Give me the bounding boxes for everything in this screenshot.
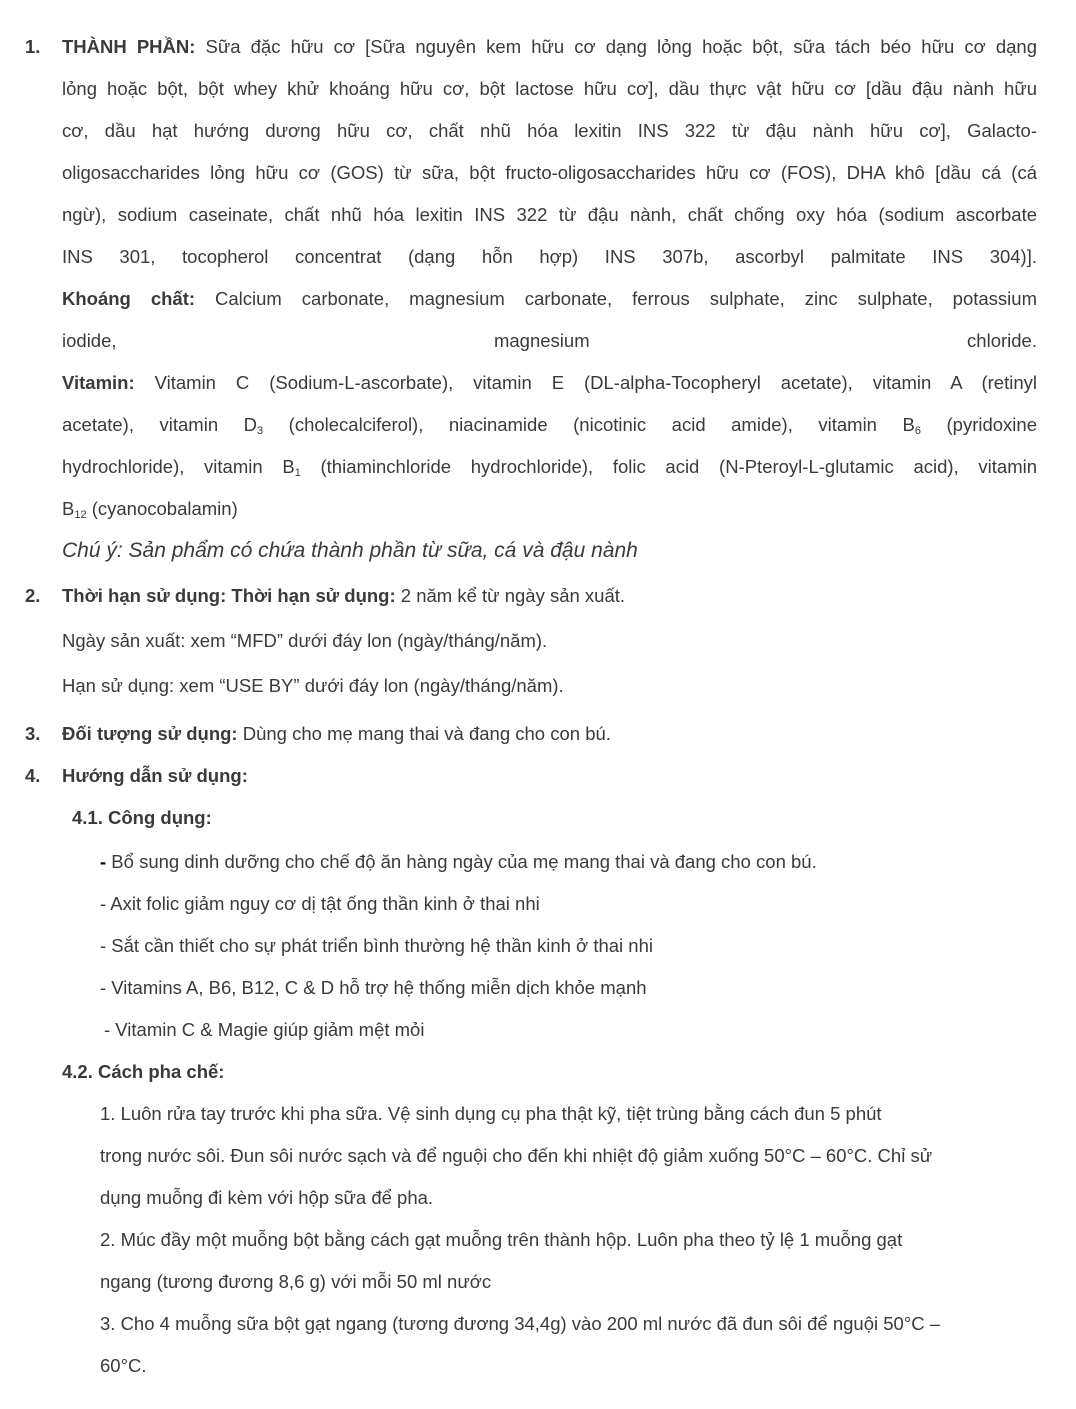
- ingredients-line: cơ, dầu hạt hướng dương hữu cơ, chất nhũ hóa lexitin INS 322 từ đậu nành hữu cơ], Galacto-: [62, 120, 1037, 141]
- section-number: 4.: [25, 765, 41, 786]
- benefits-heading: 4.1. Công dụng:: [72, 807, 212, 828]
- vitamins-line: Vitamin: Vitamin C (Sodium-L-ascorbate), vitamin E (DL-alpha-Tocopheryl acetate), vitamin A (retinyl: [62, 372, 1038, 393]
- preparation-step: 2. Múc đầy một muỗng bột bằng cách gạt muỗng trên thành hộp. Luôn pha theo tỷ lệ 1 muỗng gạt: [100, 1229, 903, 1250]
- ingredients-line: lỏng hoặc bột, bột whey khử khoáng hữu cơ, bột lactose hữu cơ], dầu thực vật hữu cơ [dầu đậu nành hữu: [62, 78, 1037, 99]
- preparation-step: dụng muỗng đi kèm với hộp sữa để pha.: [100, 1187, 434, 1208]
- ingredients-line: INS 301, tocopherol concentrat (dạng hỗn hợp) INS 307b, ascorbyl palmitate INS 304)].: [62, 246, 1037, 267]
- minerals-line: iodide, magnesium chloride.: [62, 330, 1037, 351]
- preparation-heading: 4.2. Cách pha chế:: [62, 1061, 225, 1082]
- vitamins-line: hydrochloride), vitamin $B_1$ (thiaminchloride hydrochloride), folic acid (N-Pteroyl-L-glutamic acid), vitamin: [62, 456, 1037, 479]
- usage-heading: Hướng dẫn sử dụng:: [62, 765, 248, 786]
- benefit-item: - Sắt cần thiết cho sự phát triển bình thường hệ thần kinh ở thai nhi: [100, 935, 653, 956]
- mfd-line: Ngày sản xuất: xem “MFD” dưới đáy lon (ngày/tháng/năm).: [62, 630, 548, 651]
- shelf-life-heading: Thời hạn sử dụng: Thời hạn sử dụng:: [62, 585, 396, 606]
- shelf-life-line: Thời hạn sử dụng: Thời hạn sử dụng: 2 năm kể từ ngày sản xuất.: [62, 585, 626, 606]
- vitamins-heading: Vitamin:: [62, 372, 135, 393]
- target-users-heading: Đối tượng sử dụng:: [62, 723, 238, 744]
- use-by-line: Hạn sử dụng: xem “USE BY” dưới đáy lon (ngày/tháng/năm).: [62, 675, 564, 696]
- benefit-item: - Bổ sung dinh dưỡng cho chế độ ăn hàng ngày của mẹ mang thai và đang cho con bú.: [100, 851, 817, 872]
- preparation-step: trong nước sôi. Đun sôi nước sạch và để nguội cho đến khi nhiệt độ giảm xuống 50°C – 60°C. Chỉ sử: [100, 1145, 933, 1166]
- target-users-line: Đối tượng sử dụng: Dùng cho mẹ mang thai và đang cho con bú.: [62, 723, 611, 744]
- vitamins-line: acetate), vitamin $D_3$ (cholecalciferol), niacinamide (nicotinic acid amide), vitamin $B_6$ (pyridoxine: [62, 414, 1037, 437]
- benefit-item: - Vitamin C & Magie giúp giảm mệt mỏi: [104, 1019, 425, 1040]
- allergen-note: Chú ý: Sản phẩm có chứa thành phần từ sữa, cá và đậu nành: [62, 539, 638, 562]
- minerals-heading: Khoáng chất:: [62, 288, 196, 309]
- section-number: 2.: [25, 585, 41, 606]
- ingredients-line: ngừ), sodium caseinate, chất nhũ hóa lexitin INS 322 từ đậu nành, chất chống oxy hóa (sodium ascorbate: [62, 204, 1037, 225]
- benefit-item: - Vitamins A, B6, B12, C & D hỗ trợ hệ thống miễn dịch khỏe mạnh: [100, 977, 647, 998]
- preparation-step: ngang (tương đương 8,6 g) với mỗi 50 ml nước: [100, 1271, 492, 1292]
- section-number: 1.: [25, 36, 41, 57]
- preparation-step: 60°C.: [100, 1355, 147, 1376]
- section-number: 3.: [25, 723, 41, 744]
- preparation-step: 3. Cho 4 muỗng sữa bột gạt ngang (tương đương 34,4g) vào 200 ml nước đã đun sôi để nguội 50°C –: [100, 1313, 941, 1334]
- ingredients-line: THÀNH PHẦN: Sữa đặc hữu cơ [Sữa nguyên kem hữu cơ dạng lỏng hoặc bột, sữa tách béo hữu cơ dạng: [62, 36, 1037, 57]
- ingredients-line: oligosaccharides lỏng hữu cơ (GOS) từ sữa, bột fructo-oligosaccharides hữu cơ (FOS), DHA khô [dầu cá (cá: [62, 162, 1037, 183]
- benefit-item: - Axit folic giảm nguy cơ dị tật ống thần kinh ở thai nhi: [100, 893, 540, 914]
- preparation-step: 1. Luôn rửa tay trước khi pha sữa. Vệ sinh dụng cụ pha thật kỹ, tiệt trùng bằng cách đun 5 phút: [100, 1103, 882, 1124]
- vitamins-line: $B_{12}$ (cyanocobalamin): [62, 498, 238, 521]
- minerals-line: Khoáng chất: Calcium carbonate, magnesium carbonate, ferrous sulphate, zinc sulphate, potassium: [62, 288, 1037, 309]
- ingredients-heading: THÀNH PHẦN:: [62, 36, 196, 57]
